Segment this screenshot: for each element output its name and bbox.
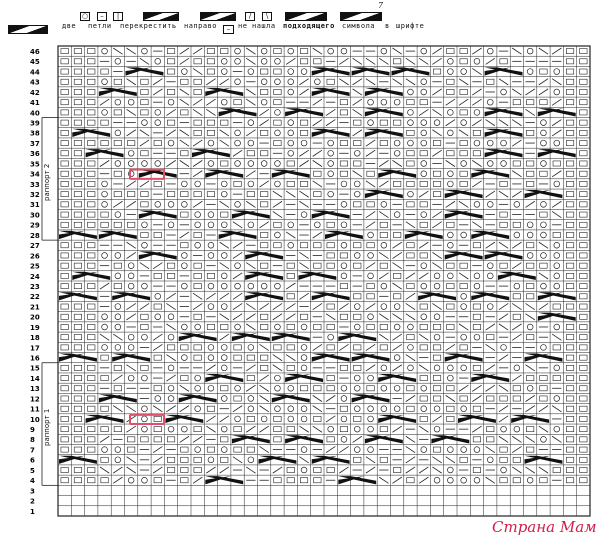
stitch-symbol-sample: –: [223, 25, 234, 34]
row-number: 41: [30, 99, 40, 108]
row-number: 21: [30, 303, 40, 312]
row-number: 4: [30, 477, 35, 486]
row-number: 40: [30, 109, 40, 118]
row-number: 11: [30, 405, 40, 414]
row-number: 24: [30, 272, 40, 281]
stitch-symbol-sample: –: [97, 12, 107, 21]
row-number: 30: [30, 211, 40, 220]
row-number: 16: [30, 354, 40, 363]
legend-word: подходящего: [283, 22, 335, 30]
row-number: 1: [30, 507, 35, 516]
row-number: 19: [30, 323, 40, 332]
watermark: Страна Мам: [492, 518, 597, 536]
row-number: 36: [30, 150, 40, 159]
row-number: 23: [30, 282, 40, 291]
legend-word: петли: [88, 22, 112, 30]
page-number: 7: [378, 1, 384, 10]
row-number: 39: [30, 119, 40, 128]
legend-word: шрифте: [396, 22, 425, 30]
row-number: 44: [30, 68, 40, 77]
row-number: 17: [30, 344, 40, 353]
row-number: 34: [30, 170, 40, 179]
row-number: 22: [30, 293, 40, 302]
row-number: 13: [30, 385, 40, 394]
legend-word: в: [385, 22, 390, 30]
row-number: 28: [30, 231, 40, 240]
row-number: 26: [30, 252, 40, 261]
row-number: 7: [30, 446, 35, 455]
row-number: 18: [30, 334, 40, 343]
repeat-label: раппорт 1: [43, 408, 51, 447]
row-number: 33: [30, 180, 40, 189]
row-number: 43: [30, 78, 40, 87]
row-number: 32: [30, 191, 40, 200]
legend-word: не: [238, 22, 248, 30]
row-number: 12: [30, 395, 40, 404]
legend-word: перекрестить: [120, 22, 177, 30]
legend-word: две: [62, 22, 77, 30]
row-number: 5: [30, 466, 35, 475]
row-number: 45: [30, 58, 40, 67]
row-number: 6: [30, 456, 35, 465]
legend-word: нашла: [252, 22, 276, 30]
row-number: 46: [30, 47, 40, 56]
row-number: 35: [30, 160, 40, 169]
row-number: 10: [30, 415, 40, 424]
repeat-label: раппорт 2: [43, 163, 51, 201]
row-number: 2: [30, 497, 35, 506]
stitch-symbol-sample: /: [245, 12, 255, 21]
legend-word: символа: [342, 22, 376, 30]
stitch-symbol-sample: |: [113, 12, 123, 21]
row-number: 15: [30, 364, 40, 373]
row-number: 3: [30, 487, 35, 496]
row-number: 9: [30, 426, 35, 435]
row-number: 37: [30, 139, 40, 148]
row-number: 14: [30, 374, 40, 383]
stitch-symbol-sample: \: [262, 12, 272, 21]
row-number: 27: [30, 242, 40, 251]
row-number: 25: [30, 262, 40, 271]
stitch-symbol-sample: ○: [81, 12, 89, 20]
row-number: 31: [30, 201, 40, 210]
row-number: 29: [30, 221, 40, 230]
legend-word: направо: [184, 22, 218, 30]
row-number: 38: [30, 129, 40, 138]
row-number: 8: [30, 436, 35, 445]
row-number: 42: [30, 88, 40, 97]
row-number: 20: [30, 313, 40, 322]
